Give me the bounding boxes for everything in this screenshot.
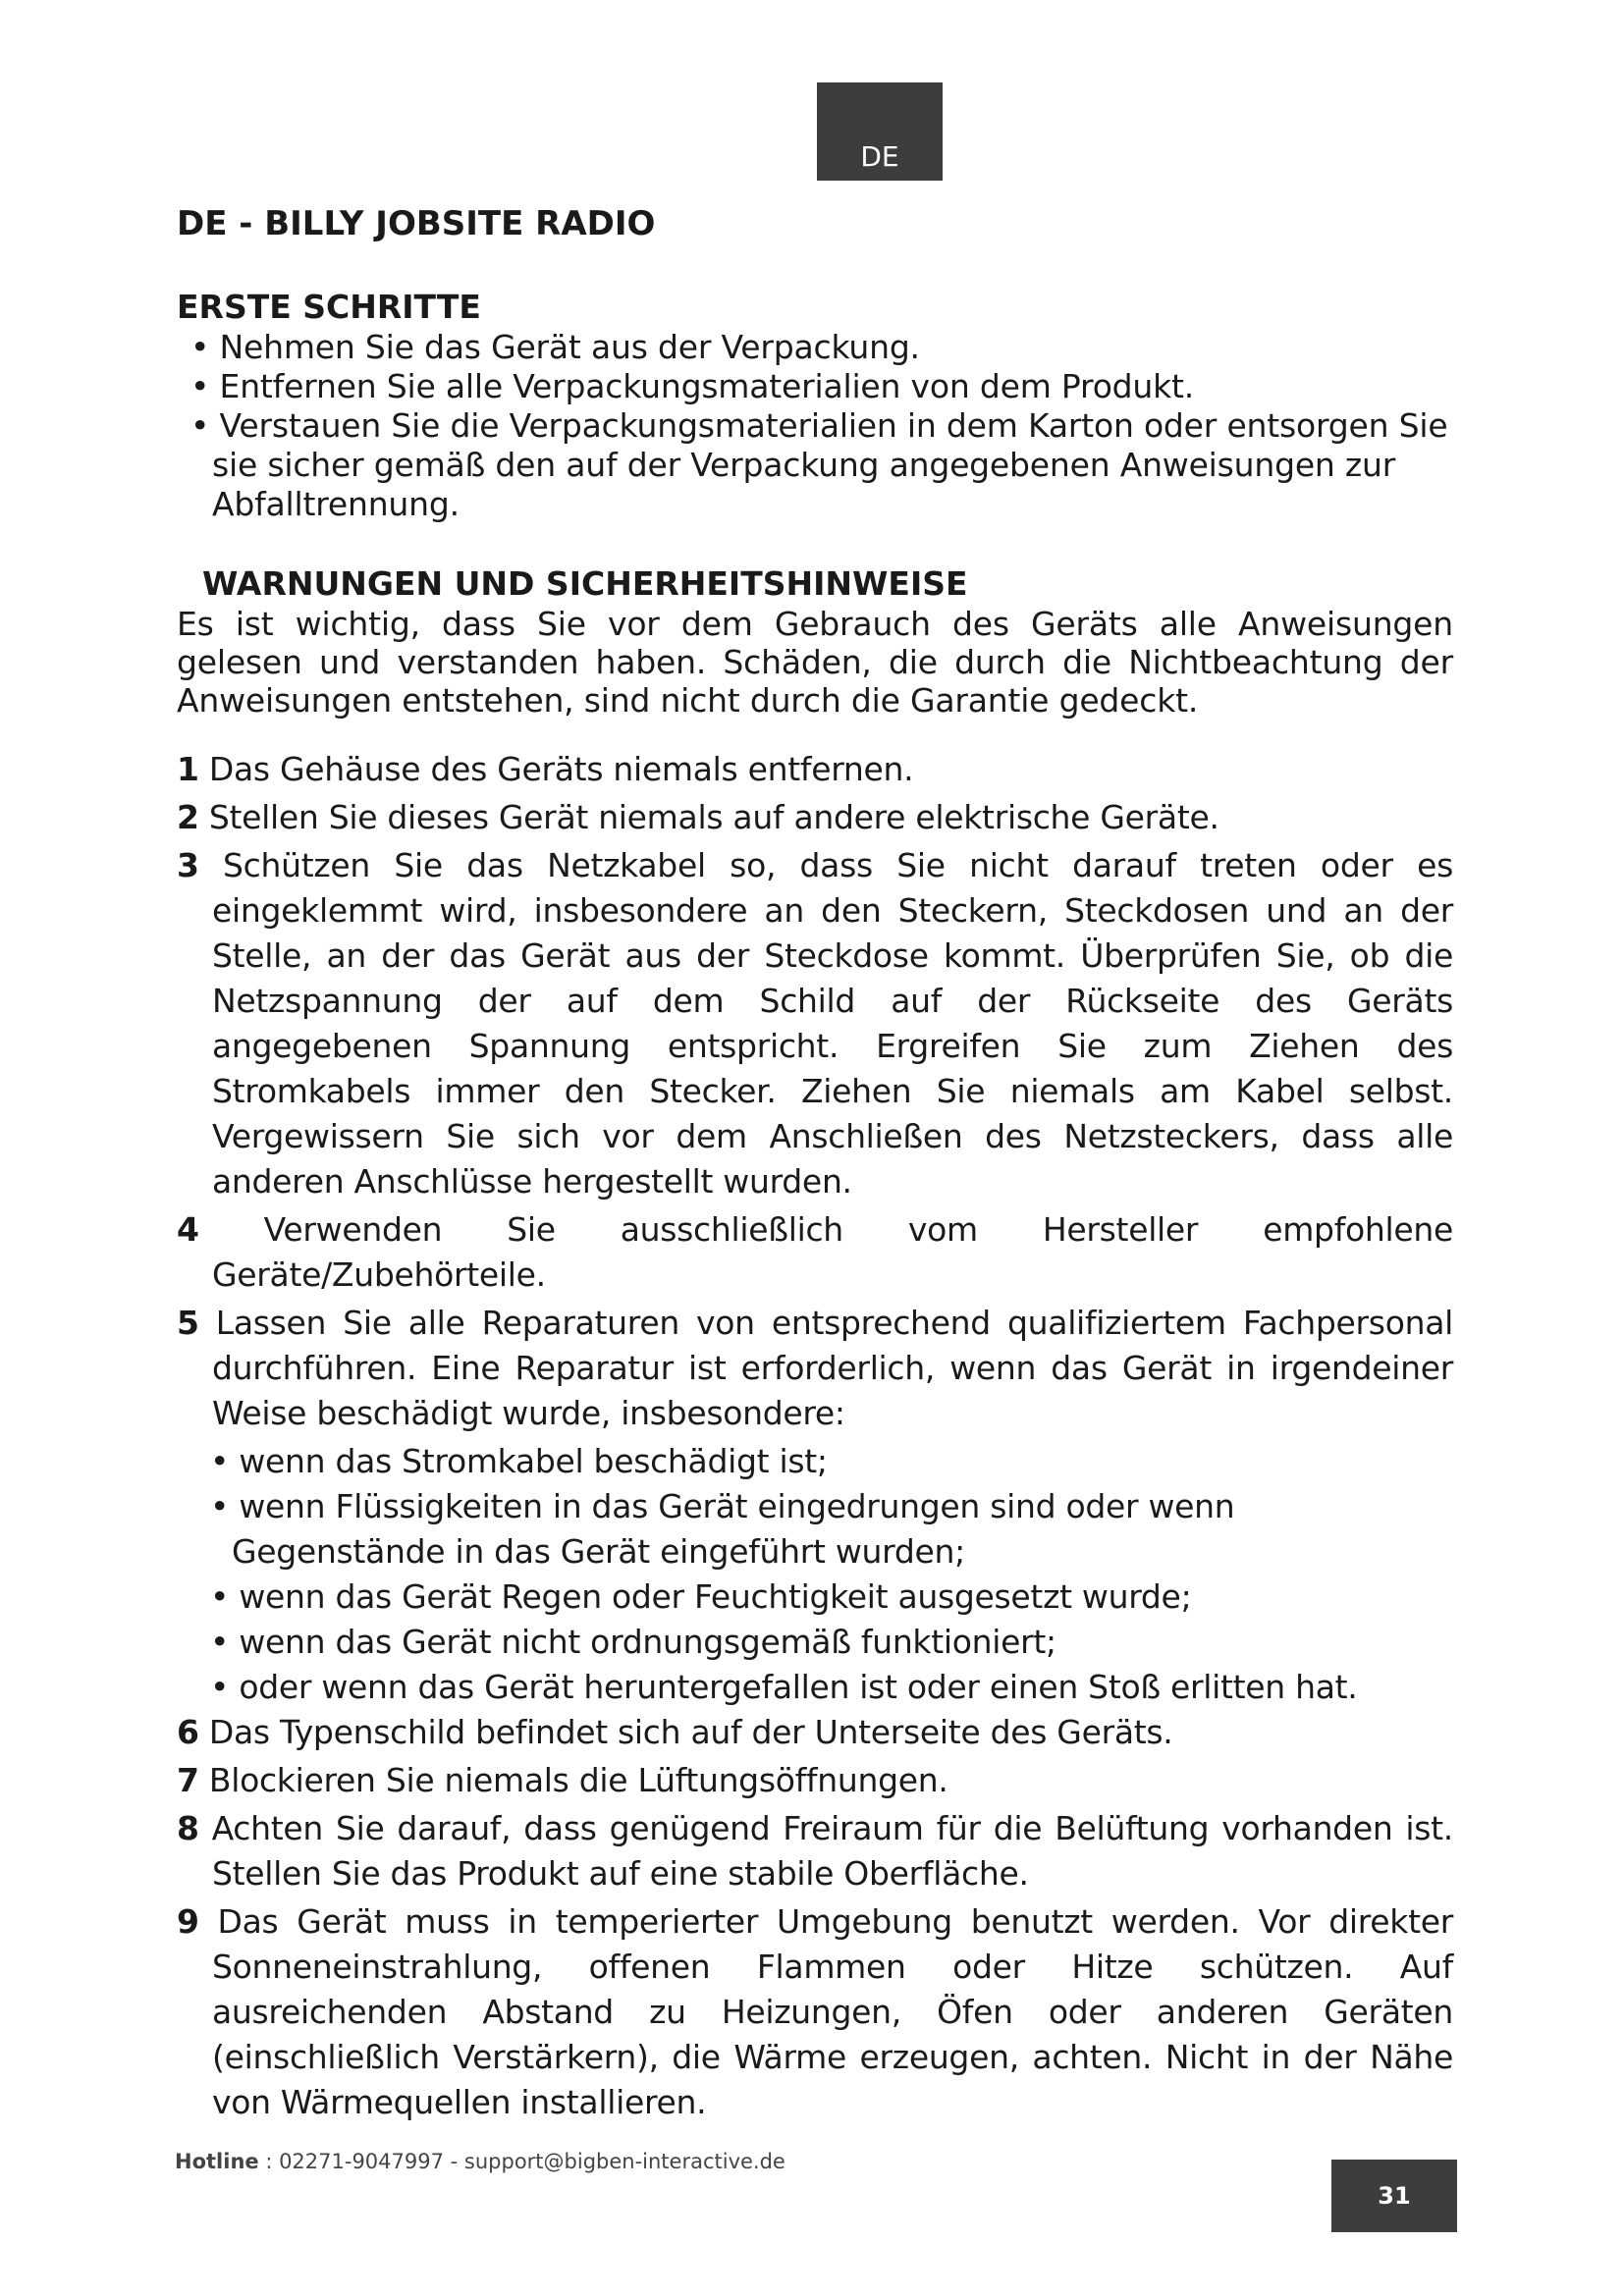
list-item: • Nehmen Sie das Gerät aus der Verpackung.: [190, 328, 920, 366]
warning-item-9: [177, 1899, 1453, 2125]
item-number: 1: [177, 750, 199, 788]
list-item: • Entfernen Sie alle Verpackungsmaterialien von dem Produkt.: [190, 367, 1195, 405]
warning-item-8: [177, 1806, 1453, 1896]
item-number: 6: [177, 1713, 199, 1751]
footer-hotline: [175, 2150, 785, 2173]
item-text: Das Gerät muss in temperierter Umgebung benutzt werden. Vor direkter Sonneneinstrahlung, offenen Flammen oder Hitze schützen. Auf ausreichenden Abstand zu Heizungen, Öfen oder anderen Geräten (einschließlich Verstärkern), die Wärme erzeugen, achten. Nicht in der Nähe von Wärmequellen installieren.: [198, 1902, 1453, 2121]
sub-list-item: • oder wenn das Gerät heruntergefallen ist oder einen Stoß erlitten hat.: [210, 1668, 1358, 1706]
item-text: Verwenden Sie ausschließlich vom Hersteller empfohlene Geräte/Zubehörteile.: [198, 1210, 1453, 1294]
warnings-list: [177, 747, 1453, 2125]
language-tab: DE: [817, 82, 943, 181]
sub-list-item: • wenn das Stromkabel beschädigt ist;: [210, 1442, 828, 1480]
warnings-intro: Es ist wichtig, dass Sie vor dem Gebrauch des Geräts alle Anweisungen gelesen und verstanden haben. Schäden, die durch die Nichtbeachtung der Anweisungen entstehen, sind nicht durch die Garantie gedeckt.: [177, 605, 1453, 720]
sub-list-item: • wenn das Gerät nicht ordnungsgemäß funktioniert;: [210, 1623, 1056, 1661]
list-item: • Verstauen Sie die Verpackungsmaterialien in dem Karton oder entsorgen Sie sie sicher gemäß den auf der Verpackung angegebenen Anweisungen zur Abfalltrennung.: [190, 406, 1448, 523]
page-number: 31: [1331, 2160, 1457, 2232]
sub-list-item: • wenn das Gerät Regen oder Feuchtigkeit ausgesetzt wurde;: [210, 1577, 1192, 1616]
item-number: 8: [177, 1809, 199, 1847]
warning-item-1: [177, 747, 1453, 792]
item-text: Das Typenschild befindet sich auf der Unterseite des Geräts.: [198, 1713, 1173, 1751]
getting-started-heading: ERSTE SCHRITTE: [177, 288, 481, 326]
item-number: 7: [177, 1761, 199, 1799]
item-text: Lassen Sie alle Reparaturen von entsprechend qualifiziertem Fachpersonal durchführen. Eine Reparatur ist erforderlich, wenn das Gerät in irgendeiner Weise beschädigt wurde, insbesondere:: [198, 1304, 1453, 1432]
getting-started-list: [177, 328, 1453, 524]
warning-item-5: [177, 1301, 1453, 1436]
page-content: [177, 202, 1453, 2128]
item-text: Achten Sie darauf, dass genügend Freiraum für die Belüftung vorhanden ist. Stellen Sie das Produkt auf eine stabile Oberfläche.: [198, 1809, 1453, 1893]
item-number: 3: [177, 846, 199, 884]
warning-item-3: [177, 843, 1453, 1204]
hotline-contact: : 02271-9047997 - support@bigben-interactive.de: [258, 2150, 785, 2173]
warning-item-6: [177, 1710, 1453, 1755]
page-title: DE - BILLY JOBSITE RADIO: [177, 204, 656, 243]
warning-item-2: [177, 795, 1453, 840]
item-text: Blockieren Sie niemals die Lüftungsöffnungen.: [198, 1761, 948, 1799]
sub-list-item: • wenn Flüssigkeiten in das Gerät eingedrungen sind oder wenn Gegenstände in das Gerät eingeführt wurden;: [210, 1487, 1235, 1571]
warning-item-4: [177, 1207, 1453, 1298]
item-number: 4: [177, 1210, 199, 1249]
item-number: 5: [177, 1304, 199, 1342]
item-text: Schützen Sie das Netzkabel so, dass Sie nicht darauf treten oder es eingeklemmt wird, insbesondere an den Steckern, Steckdosen und an der Stelle, an der das Gerät aus der Steckdose kommt. Überprüfen Sie, ob die Netzspannung der auf dem Schild auf der Rückseite des Geräts angegebenen Spannung entspricht. Ergreifen Sie zum Ziehen des Stromkabels immer den Stecker. Ziehen Sie niemals am Kabel selbst. Vergewissern Sie sich vor dem Anschließen des Netzsteckers, dass alle anderen Anschlüsse hergestellt wurden.: [198, 846, 1453, 1201]
item-text: Das Gehäuse des Geräts niemals entfernen.: [198, 750, 914, 788]
hotline-label: Hotline: [175, 2150, 259, 2173]
warnings-heading: WARNUNGEN UND SICHERHEITSHINWEISE: [202, 564, 968, 603]
item-text: Stellen Sie dieses Gerät niemals auf andere elektrische Geräte.: [198, 798, 1219, 836]
item-number: 2: [177, 798, 199, 836]
warning-item-7: [177, 1758, 1453, 1803]
item-number: 9: [177, 1902, 199, 1941]
